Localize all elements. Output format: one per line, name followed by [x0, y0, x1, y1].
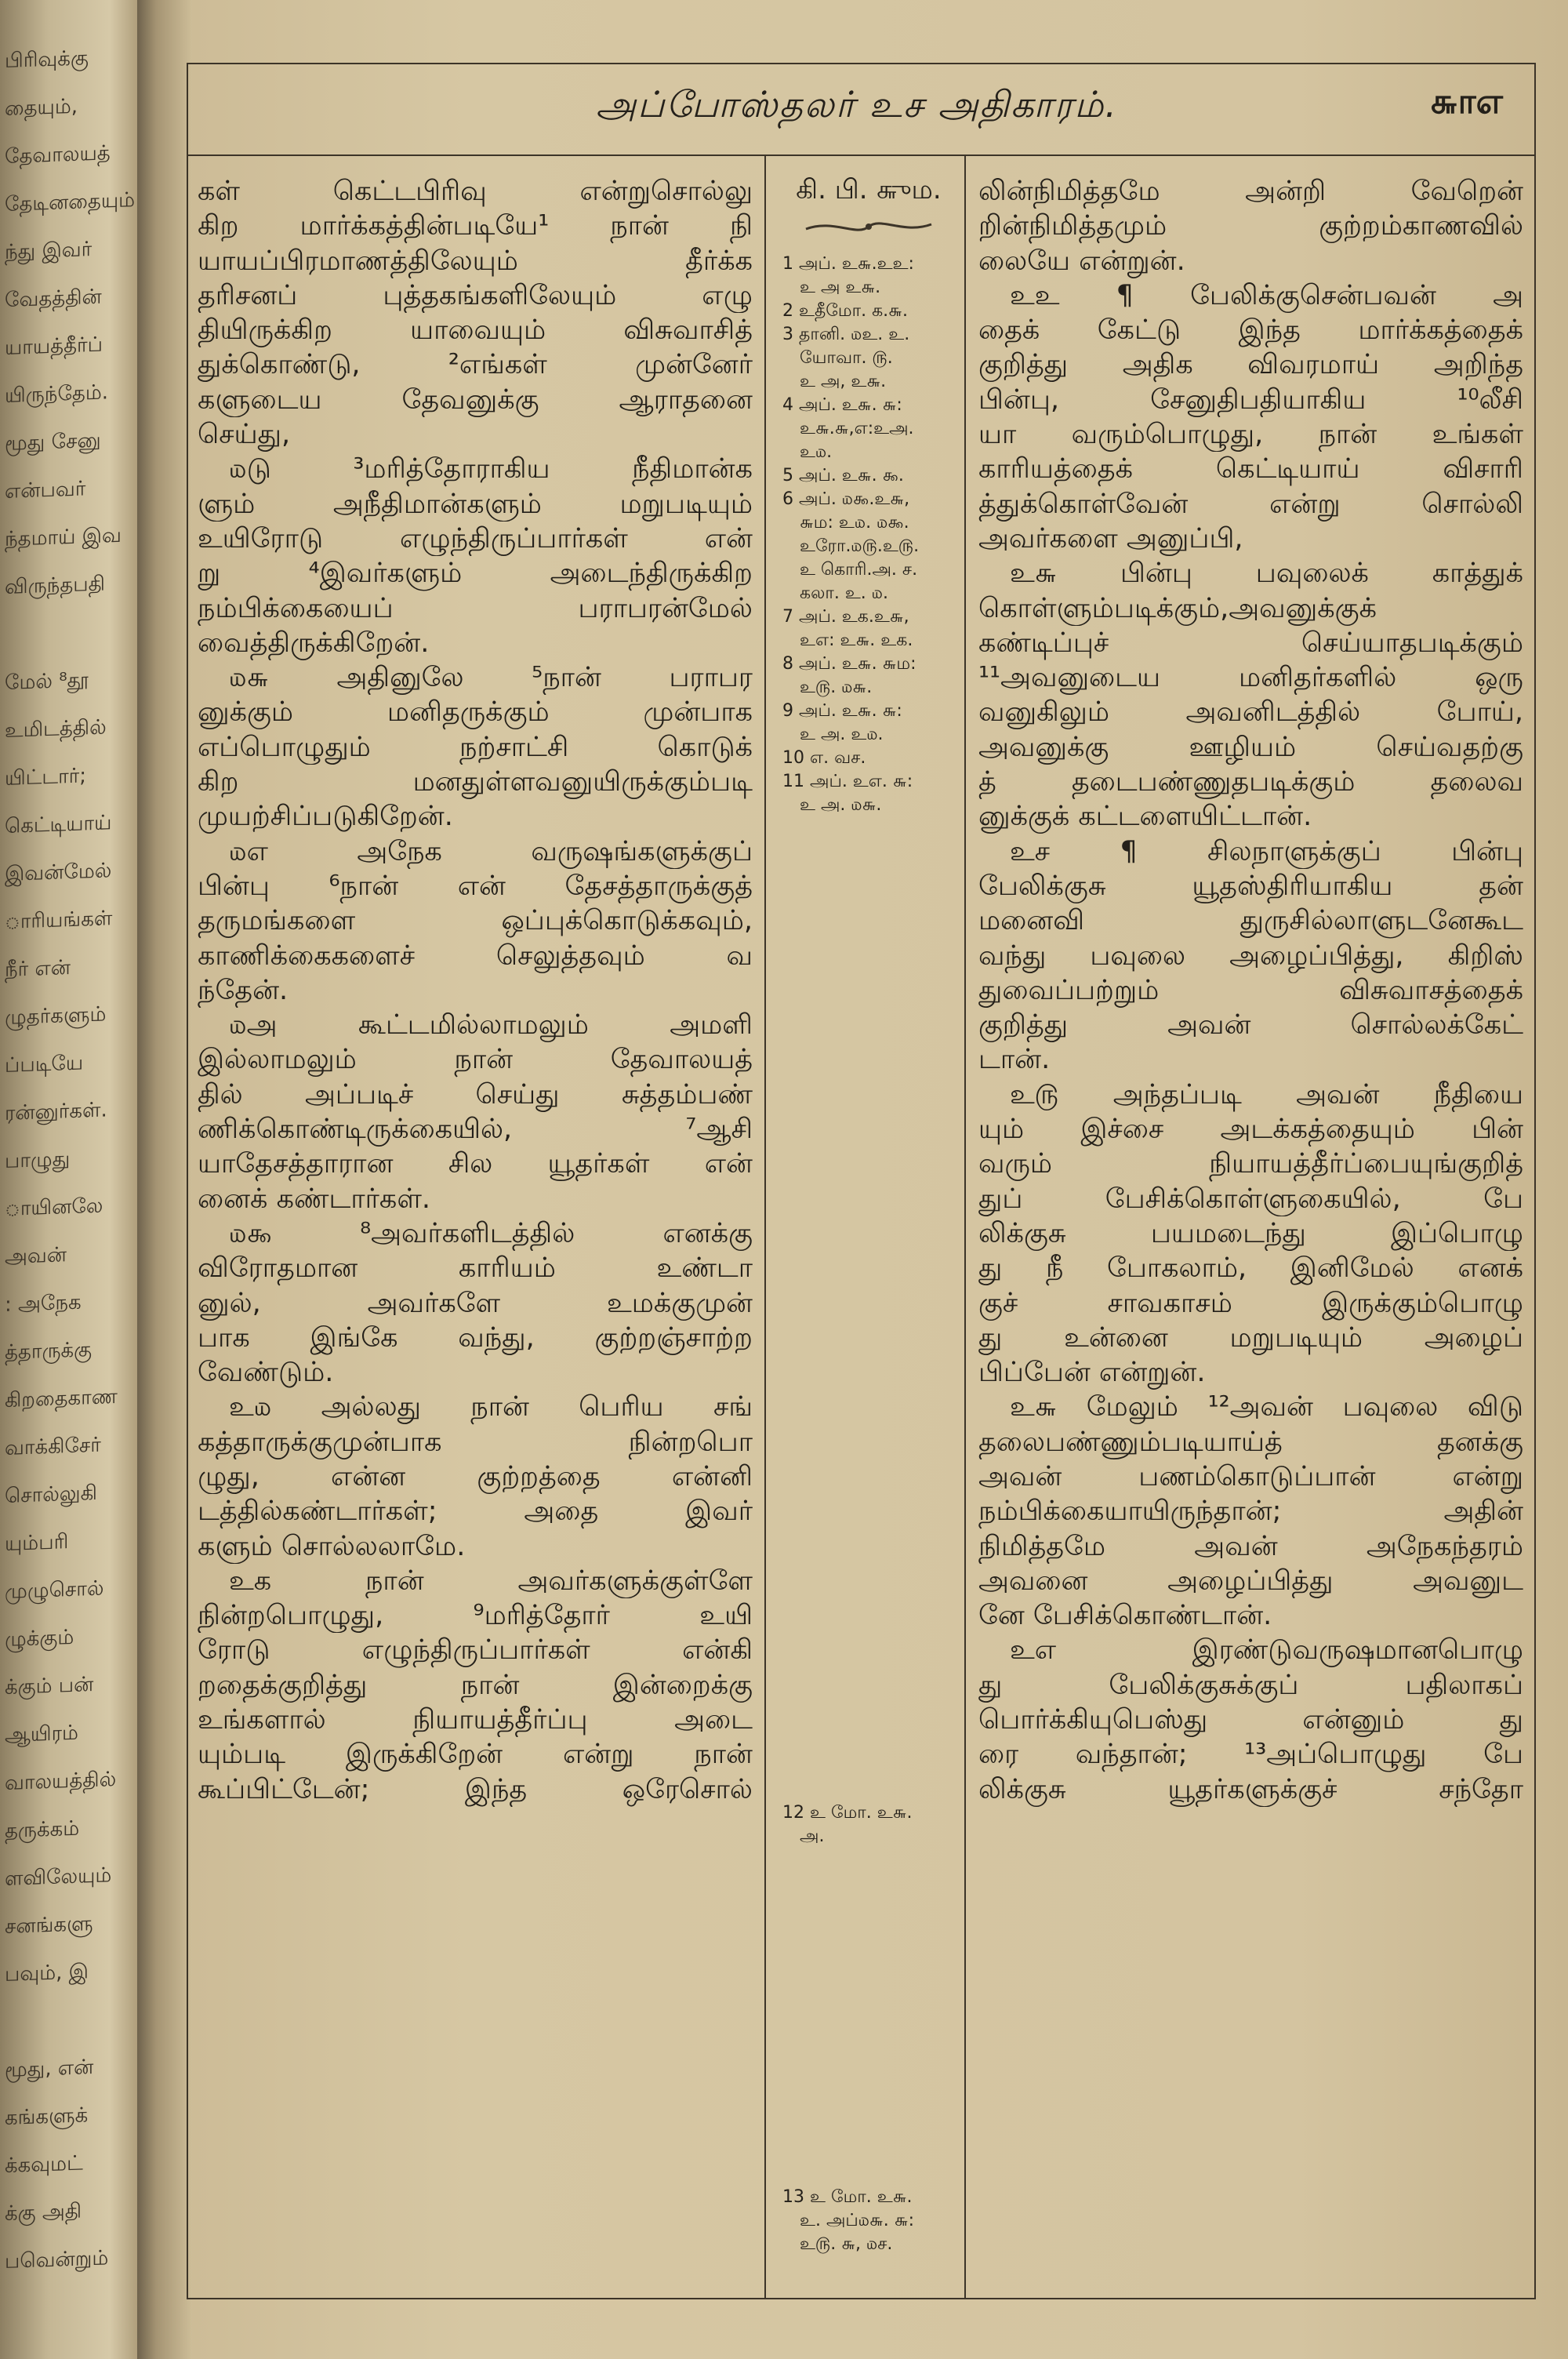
text-line: பிப்பேன் என்றுன். [978, 1357, 1206, 1389]
text-line: யும் இச்சை அடக்கத்தையும் பின் [978, 1114, 1523, 1146]
text-line: அவன் பணம்கொடுப்பான் என்று [978, 1460, 1523, 1492]
reference-text: கலா. உ. ௰. [800, 583, 888, 603]
left-page-line: வாக்கிசேர் [5, 1433, 101, 1460]
left-page-line: : அநேக [5, 1290, 82, 1317]
reference-line [776, 511, 961, 535]
text-line: ந்தேன். [198, 974, 289, 1006]
reference-text: உ அ. ௰௬. [800, 795, 882, 815]
left-page-line: கிறதைகாண [5, 1384, 118, 1412]
text-line: ரை வந்தான்; ¹³அப்பொழுது பே [978, 1739, 1523, 1771]
text-line: கொள்ளும்படிக்கும்,அவனுக்குக் [978, 592, 1377, 624]
text-line: கத்தாருக்குமுன்பாக நின்றபொ [198, 1426, 753, 1458]
reference-line [776, 441, 961, 464]
left-page-line: மூது சேனு [5, 428, 101, 456]
reference-text: உ அ, உ௬. [800, 372, 887, 391]
text-line: வரும் நியாயத்தீர்ப்பையுங்குறித் [978, 1148, 1523, 1180]
left-page-line: ரன்னுர்கள். [5, 1098, 107, 1125]
left-page-line: யிட்டார்; [5, 764, 86, 791]
left-page-line: தையும், [5, 94, 78, 121]
left-page-line: மேல் ⁸தூ [5, 668, 89, 695]
reference-line [776, 417, 961, 441]
book-gutter [137, 0, 192, 2359]
reference-line [776, 2209, 961, 2233]
text-line: குறித்து அதிக விவரமாய் அறிந்த [978, 349, 1523, 381]
reference-text: உதீமோ. க.௬. [799, 301, 908, 321]
reference-text: அப். உ௬. ௬: [799, 701, 902, 721]
reference-text: ௬ம: உ௰. ௰௯. [800, 513, 909, 533]
reference-text: உ௫. ௬, ௰ச. [800, 2234, 893, 2254]
left-page-line [5, 619, 137, 623]
text-line: காணிக்கைகளைச் செலுத்தவும் வ [198, 940, 753, 972]
reference-line [776, 747, 961, 770]
text-line: த் தடைபண்ணுதபடிக்கும் தலைவ [978, 766, 1523, 798]
text-line: னைக் கண்டார்கள். [198, 1183, 431, 1215]
text-line: லிக்குசு யூதர்களுக்குச் சந்தோ [978, 1773, 1523, 1805]
text-line: துப் பேசிக்கொள்ளுகையில், பே [978, 1183, 1523, 1215]
reference-text: உரோ.௰௫.உ௫. [800, 536, 920, 556]
text-line: கூப்பிட்டேன்; இந்த ஒரேசொல் [198, 1773, 753, 1805]
reference-column-header: கி. பி. ௬ும. [796, 174, 942, 205]
left-page-line: ளவிலேயும் [5, 1863, 112, 1891]
left-page-line: க்கு அதி [5, 2199, 82, 2226]
text-line: லையே என்றுன். [978, 245, 1185, 277]
text-line: தைக் கேட்டு இந்த மார்க்கத்தைக் [978, 314, 1523, 347]
left-page-line: பவென்றும் [5, 2246, 109, 2274]
left-page-line: இவன்மேல் [5, 859, 112, 886]
text-line: உ௫ அந்தப்படி அவன் நீதியை [1010, 1078, 1523, 1110]
reference-line [776, 2186, 961, 2209]
reference-line [776, 582, 961, 605]
reference-line [776, 1825, 961, 1848]
text-line: துவைப்பற்றும் விசுவாசத்தைக் [978, 974, 1523, 1006]
reference-text: உ மோ. உ௬. [810, 2187, 913, 2207]
text-line: உக நான் அவர்களுக்குள்ளே [229, 1565, 753, 1597]
text-line: உ௬ பின்பு பவுலைக் காத்துக் [1010, 558, 1523, 590]
reference-text: அப். உ௬. ௯. [799, 466, 904, 485]
left-text-column [198, 174, 753, 1807]
reference-line [776, 276, 961, 300]
reference-number: 3 [782, 325, 799, 344]
reference-text: அப். உ௬. ௬: [799, 395, 902, 415]
reference-line [776, 1801, 961, 1825]
text-line: னுல், அவர்களே உமக்குமுன் [198, 1287, 753, 1319]
reference-text: அப். உக.உ௬, [799, 607, 909, 627]
text-line: னுக்குக் கட்டளையிட்டான். [978, 801, 1312, 833]
reference-number: 2 [782, 301, 799, 321]
left-page-line: யாயத்தீர்ப் [5, 333, 103, 360]
reference-text: உ மோ. உ௬. [810, 1803, 913, 1823]
reference-number: 13 [782, 2187, 810, 2207]
reference-text: அப். ௰௯.உ௬, [799, 489, 910, 509]
text-line: களும் சொல்லலாமே. [198, 1530, 466, 1562]
text-line: து பேலிக்குசுக்குப் பதிலாகப் [978, 1669, 1523, 1701]
reference-text: உ௬.௬,எ:உஅ. [800, 419, 914, 438]
text-line: அவனை அழைப்பித்து அவனுட [978, 1565, 1523, 1597]
text-line: து உன்னை மறுபடியும் அழைப் [978, 1321, 1523, 1354]
reference-list [776, 253, 961, 817]
left-page-line: சொல்லுகி [5, 1481, 97, 1508]
text-line: பேலிக்குசு யூதஸ்திரியாகிய தன் [978, 870, 1523, 902]
text-line: காரியத்தைக் கெட்டியாய் விசாரி [978, 453, 1523, 485]
running-header [188, 64, 1534, 156]
text-line: மனைவி துருசில்லாளுடனேகூட [978, 905, 1523, 937]
left-page-line: ந்து இவர் [5, 238, 93, 264]
reference-text: அ. [800, 1826, 825, 1846]
text-line: ௰௯ ⁸அவர்களிடத்தில் எனக்கு [229, 1217, 753, 1249]
text-line: வனுகிலும் அவனிடத்தில் போய், [978, 696, 1523, 729]
reference-text: உ௫. ௰௬. [800, 678, 873, 697]
left-page-line: கங்களுக் [5, 2103, 89, 2130]
reference-text: அப். உஎ. ௬: [810, 772, 913, 791]
text-line: கள் கெட்டபிரிவு என்றுசொல்லு [198, 176, 753, 207]
reference-line [776, 394, 961, 417]
column-rule-left [764, 154, 766, 2298]
text-line: ணிக்கொண்டிருக்கையில், ⁷ஆசி [198, 1114, 753, 1146]
text-line: முயற்சிப்படுகிறேன். [198, 801, 453, 833]
reference-number: 1 [782, 254, 799, 274]
left-page-line: விருந்தபதி [5, 572, 105, 599]
reference-text: உ௰. [800, 442, 833, 462]
text-line: லிக்குசு பயமடைந்து இப்பொழு [978, 1217, 1523, 1249]
reference-line [776, 300, 961, 323]
reference-text: அப். உ௬.உஉ: [799, 254, 914, 274]
reference-list-lower [776, 1801, 961, 2256]
reference-number: 4 [782, 395, 799, 415]
reference-number: 10 [782, 748, 810, 768]
text-line: நின்றபொழுது, ⁹மரித்தோர் உயி [198, 1600, 753, 1632]
text-line: கிற மார்க்கத்தின்படியே¹ நான் நி [198, 210, 753, 242]
reference-line [776, 605, 961, 629]
reference-number: 9 [782, 701, 799, 721]
left-page-line: யும்பரி [5, 1530, 69, 1556]
text-line: னே பேசிக்கொண்டான். [978, 1600, 1272, 1632]
text-line: நம்பிக்கையாயிருந்தான்; அதின் [978, 1496, 1523, 1528]
reference-number: 11 [782, 772, 810, 791]
text-line: வந்து பவுலை அழைப்பித்து, கிறிஸ் [978, 940, 1523, 972]
left-page-line: சனங்களு [5, 1912, 93, 1939]
text-line: பாக இங்கே வந்து, குற்றஞ்சாற்ற [198, 1321, 753, 1354]
ornament-divider [802, 215, 935, 238]
text-line: று ⁴இவர்களும் அடைந்திருக்கிற [198, 558, 753, 590]
text-line: கிற மனதுள்ளவனுயிருக்கும்படி [198, 766, 753, 798]
text-line: கண்டிப்புச் செய்யாதபடிக்கும் [978, 627, 1523, 659]
reference-line [776, 770, 961, 794]
text-line: த்துக்கொள்வேன் என்று சொல்லி [978, 488, 1523, 520]
reference-line [776, 700, 961, 723]
reference-text: அப். உ௬. ௬ம: [799, 654, 916, 674]
text-line: எப்பொழுதும் நற்சாட்சி கொடுக் [198, 731, 753, 763]
reference-line [776, 347, 961, 370]
left-page-line: பிரிவுக்கு [5, 46, 89, 73]
right-text-column [978, 174, 1523, 1807]
page-number: ௬ாஎ [1430, 82, 1503, 122]
left-page-line: ழுதர்களும் [5, 1002, 107, 1030]
left-page-line: அவன் [5, 1243, 67, 1269]
reference-line [776, 652, 961, 676]
text-line: குச் சாவகாசம் இருக்கும்பொழு [978, 1287, 1523, 1319]
left-page-line: தேவாலயத் [5, 141, 111, 169]
left-page-line: ாயினலே [5, 1194, 103, 1221]
left-page-line: முழுசொல் [5, 1576, 104, 1604]
text-line: விரோதமான காரியம் உண்டா [198, 1252, 753, 1285]
reference-line [776, 794, 961, 817]
left-page-line: யிருந்தேம். [5, 380, 109, 408]
text-line: பொர்க்கியுபெஸ்து என்னும் து [978, 1704, 1523, 1736]
left-page-line: ஆயிரம் [5, 1721, 78, 1747]
text-line: உஉ ¶ பேலிக்குசென்பவன் அ [1010, 279, 1523, 311]
reference-line [776, 723, 961, 747]
text-line: யும்படி இருக்கிறேன் என்று நான் [198, 1739, 753, 1771]
text-line: குறித்து அவன் சொல்லக்கேட் [978, 1009, 1523, 1041]
reference-line [776, 676, 961, 700]
running-title: அப்போஸ்தலர் உச அதிகாரம். [596, 83, 1118, 125]
reference-text: எ. வச. [810, 748, 866, 768]
text-line: றின்நிமித்தமும் குற்றம்காணவில் [978, 210, 1523, 242]
reference-line [776, 2233, 961, 2256]
left-page-line: த்தாருக்கு [5, 1338, 93, 1365]
reference-line [776, 370, 961, 394]
text-line: ளும் அநீதிமான்களும் மறுபடியும் [198, 488, 753, 520]
text-line: பின்பு, சேனுதிபதியாகிய ¹⁰லீசி [978, 383, 1523, 416]
left-page-line: தேடினதையும் [5, 188, 136, 216]
text-line: ழுது, என்ன குற்றத்தை என்னி [198, 1460, 753, 1492]
text-line: ரோடு எழுந்திருப்பார்கள் என்கி [198, 1634, 753, 1667]
text-line: உங்களால் நியாயத்தீர்ப்பு அடை [198, 1704, 753, 1736]
text-line: துக்கொண்டு, ²எங்கள் முன்னேர் [198, 349, 753, 381]
left-page-line: நீர் என் [5, 956, 71, 982]
reference-number: 12 [782, 1803, 810, 1823]
text-line: தில் அப்படிச் செய்து சுத்தம்பண் [198, 1078, 753, 1110]
left-page-line: பாழுது [5, 1147, 71, 1173]
left-page-line: மூது, என் [5, 2055, 94, 2082]
text-line: உஎ இரண்டுவருஷமானபொழு [1010, 1634, 1523, 1667]
left-page-line: பவும், இ [5, 1960, 89, 1986]
reference-text: உ அ உ௬. [800, 278, 881, 297]
text-line: தரிசனப் புத்தகங்களிலேயும் எழு [198, 279, 753, 311]
text-line: ௰டு ³மரித்தோராகிய நீதிமான்க [229, 453, 753, 485]
column-rule-right [964, 154, 966, 2298]
reference-line [776, 535, 961, 558]
text-line: செய்து, [198, 419, 291, 451]
text-line: து நீ போகலாம், இனிமேல் எனக் [978, 1252, 1523, 1285]
page-frame [187, 63, 1536, 2299]
reference-text: உ கொரி.அ. ச. [800, 560, 918, 580]
reference-column [776, 174, 961, 2254]
reference-line [776, 464, 961, 488]
left-page-line: க்கவுமட் [5, 2151, 83, 2178]
text-line: யாயப்பிரமாணத்திலேயும் தீர்க்க [198, 245, 753, 277]
reference-line [776, 558, 961, 582]
text-line: உச ¶ சிலநாளுக்குப் பின்பு [1010, 835, 1523, 867]
text-line: வேண்டும். [198, 1357, 334, 1389]
text-line: லின்நிமித்தமே அன்றி வேறென் [978, 176, 1523, 207]
reference-number: 7 [782, 607, 799, 627]
reference-text: யோவா. ௫. [800, 348, 893, 368]
left-page-line: தருக்கம் [5, 1816, 80, 1843]
reference-line [776, 629, 961, 652]
left-page-line: ழுக்கும் [5, 1625, 74, 1652]
text-line: றதைக்குறித்து நான் இன்றைக்கு [198, 1669, 753, 1701]
reference-text: உ அ. உ௰. [800, 725, 884, 744]
text-line: ௰அ கூட்டமில்லாமலும் அமளி [229, 1009, 753, 1041]
reference-line [776, 323, 961, 347]
text-line: ௰௬ அதினுலே ⁵நான் பராபர [229, 662, 753, 694]
reference-number: 6 [782, 489, 799, 509]
reference-line [776, 488, 961, 511]
left-page-line: வேதத்தின் [5, 285, 102, 312]
left-page-line [5, 2006, 137, 2011]
left-page-line: க்கும் பன் [5, 1673, 94, 1699]
reference-text: தானி. ௰உ. உ. [799, 325, 910, 344]
reference-number: 8 [782, 654, 799, 674]
text-line: டான். [978, 1044, 1051, 1076]
text-line: தியிருக்கிற யாவையும் விசுவாசித் [198, 314, 753, 347]
text-line: இல்லாமலும் நான் தேவாலயத் [198, 1044, 753, 1076]
left-page-line: ந்தமாய் இவ [5, 523, 122, 551]
text-line: அவனுக்கு ஊழியம் செய்வதற்கு [978, 731, 1523, 763]
text-line: தருமங்களை ஒப்புக்கொடுக்கவும், [198, 905, 753, 937]
left-page-line: என்பவர் [5, 477, 86, 503]
left-page-line: உமிடத்தில் [5, 715, 107, 743]
text-line: னுக்கும் மனிதருக்கும் முன்பாக [198, 696, 753, 729]
text-line: ௰எ அநேக வருஷங்களுக்குப் [229, 835, 753, 867]
text-line: உ௰ அல்லது நான் பெரிய சங் [229, 1391, 753, 1423]
text-line: நிமித்தமே அவன் அநேகந்தரம் [978, 1530, 1523, 1562]
text-line: தலைபண்ணும்படியாய்த் தனக்கு [978, 1426, 1523, 1458]
text-line: உ௬ மேலும் ¹²அவன் பவுலை விடு [1010, 1391, 1523, 1423]
reference-text: உ. அப்௰௬. ௬: [800, 2211, 914, 2230]
text-line: நம்பிக்கையைப் பராபரன்மேல் [198, 592, 753, 624]
text-line: வைத்திருக்கிறேன். [198, 627, 430, 659]
reference-line [776, 253, 961, 276]
left-page-line: வாலயத்தில் [5, 1768, 117, 1795]
left-page-line: ப்படியே [5, 1051, 84, 1078]
reference-spacer [776, 1848, 961, 2186]
text-line: யா வரும்பொழுது, நான் உங்கள் [978, 419, 1523, 451]
text-line: பின்பு ⁶நான் என் தேசத்தாருக்குத் [198, 870, 753, 902]
reference-text: உஎ: உ௬. உக. [800, 631, 913, 650]
text-line: அவர்களை அனுப்பி, [978, 522, 1243, 554]
left-page-line: ாரியங்கள் [5, 907, 113, 934]
text-line: உயிரோடு எழுந்திருப்பார்கள் என் [198, 522, 753, 554]
text-line: களுடைய தேவனுக்கு ஆராதனை [198, 383, 753, 416]
left-page-edge [0, 0, 137, 2359]
text-line: டத்தில்கண்டார்கள்; அதை இவர் [198, 1496, 753, 1528]
text-line: யாதேசத்தாரான சில யூதர்கள் என் [198, 1148, 753, 1180]
text-line: ¹¹அவனுடைய மனிதர்களில் ஒரு [978, 662, 1523, 694]
reference-number: 5 [782, 466, 799, 485]
left-page-line: கெட்டியாய் [5, 811, 112, 838]
